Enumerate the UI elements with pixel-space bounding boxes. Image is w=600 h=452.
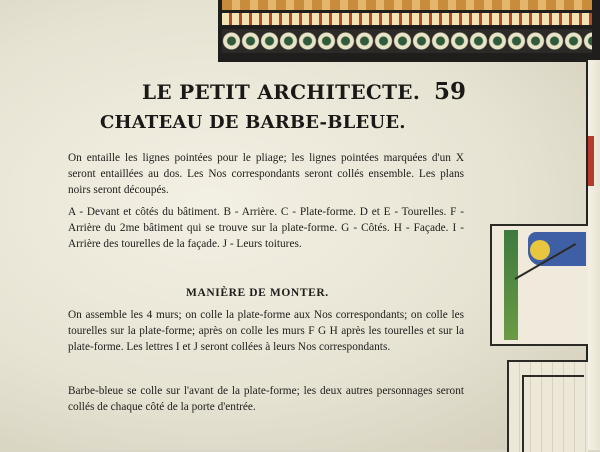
instructions-paragraph-2: A - Devant et côtés du bâtiment. B - Arrière. C - Plate-forme. D et E - Tourelles. F - Arrière du 2me bâtiment qui se trouve sur la plate-forme. G - Côtés. H - Façade. I - Arrière des tourelles de la façade. J - Leurs toitures. bbox=[68, 206, 464, 250]
header-row bbox=[142, 80, 472, 110]
decorative-frieze bbox=[218, 0, 600, 62]
assembly-paragraph-1: On assemble les 4 murs; on colle la plate-forme aux Nos correspondants; on colle les tourelles sur la plate-forme; après on colle les murs F G H après les tourelles et sur la plate-forme. Les lettres I et J seront collées à leurs Nos correspondants. bbox=[68, 309, 464, 353]
page-subtitle: CHATEAU DE BARBE-BLEUE. bbox=[100, 112, 406, 133]
page-number: 59 bbox=[434, 78, 467, 105]
right-edge-strip bbox=[586, 60, 600, 450]
frieze-band-middle bbox=[222, 13, 592, 25]
assembly-heading: MANIÈRE DE MONTER. bbox=[186, 287, 329, 299]
assembly-paragraph-2: Barbe-bleue se colle sur l'avant de la plate-forme; les deux autres personnages seront collés de chaque côté de la porte d'entrée. bbox=[68, 385, 464, 413]
instructions-paragraph-1: On entaille les lignes pointées pour le pliage; les lignes pointées marquées d'un X seront entaillées au dos. Les Nos correspondants seront collés ensemble. Les plans noirs seront découpés. bbox=[68, 152, 464, 196]
frieze-band-top bbox=[222, 0, 592, 10]
frieze-band-ornament bbox=[222, 29, 592, 53]
page-title: LE PETIT ARCHITECTE. bbox=[142, 80, 421, 104]
cutout-building-inner bbox=[522, 375, 584, 452]
cutout-figure-yellow-part bbox=[530, 240, 550, 260]
cutout-figure-green-part bbox=[504, 230, 518, 340]
red-edge-mark bbox=[588, 136, 594, 186]
